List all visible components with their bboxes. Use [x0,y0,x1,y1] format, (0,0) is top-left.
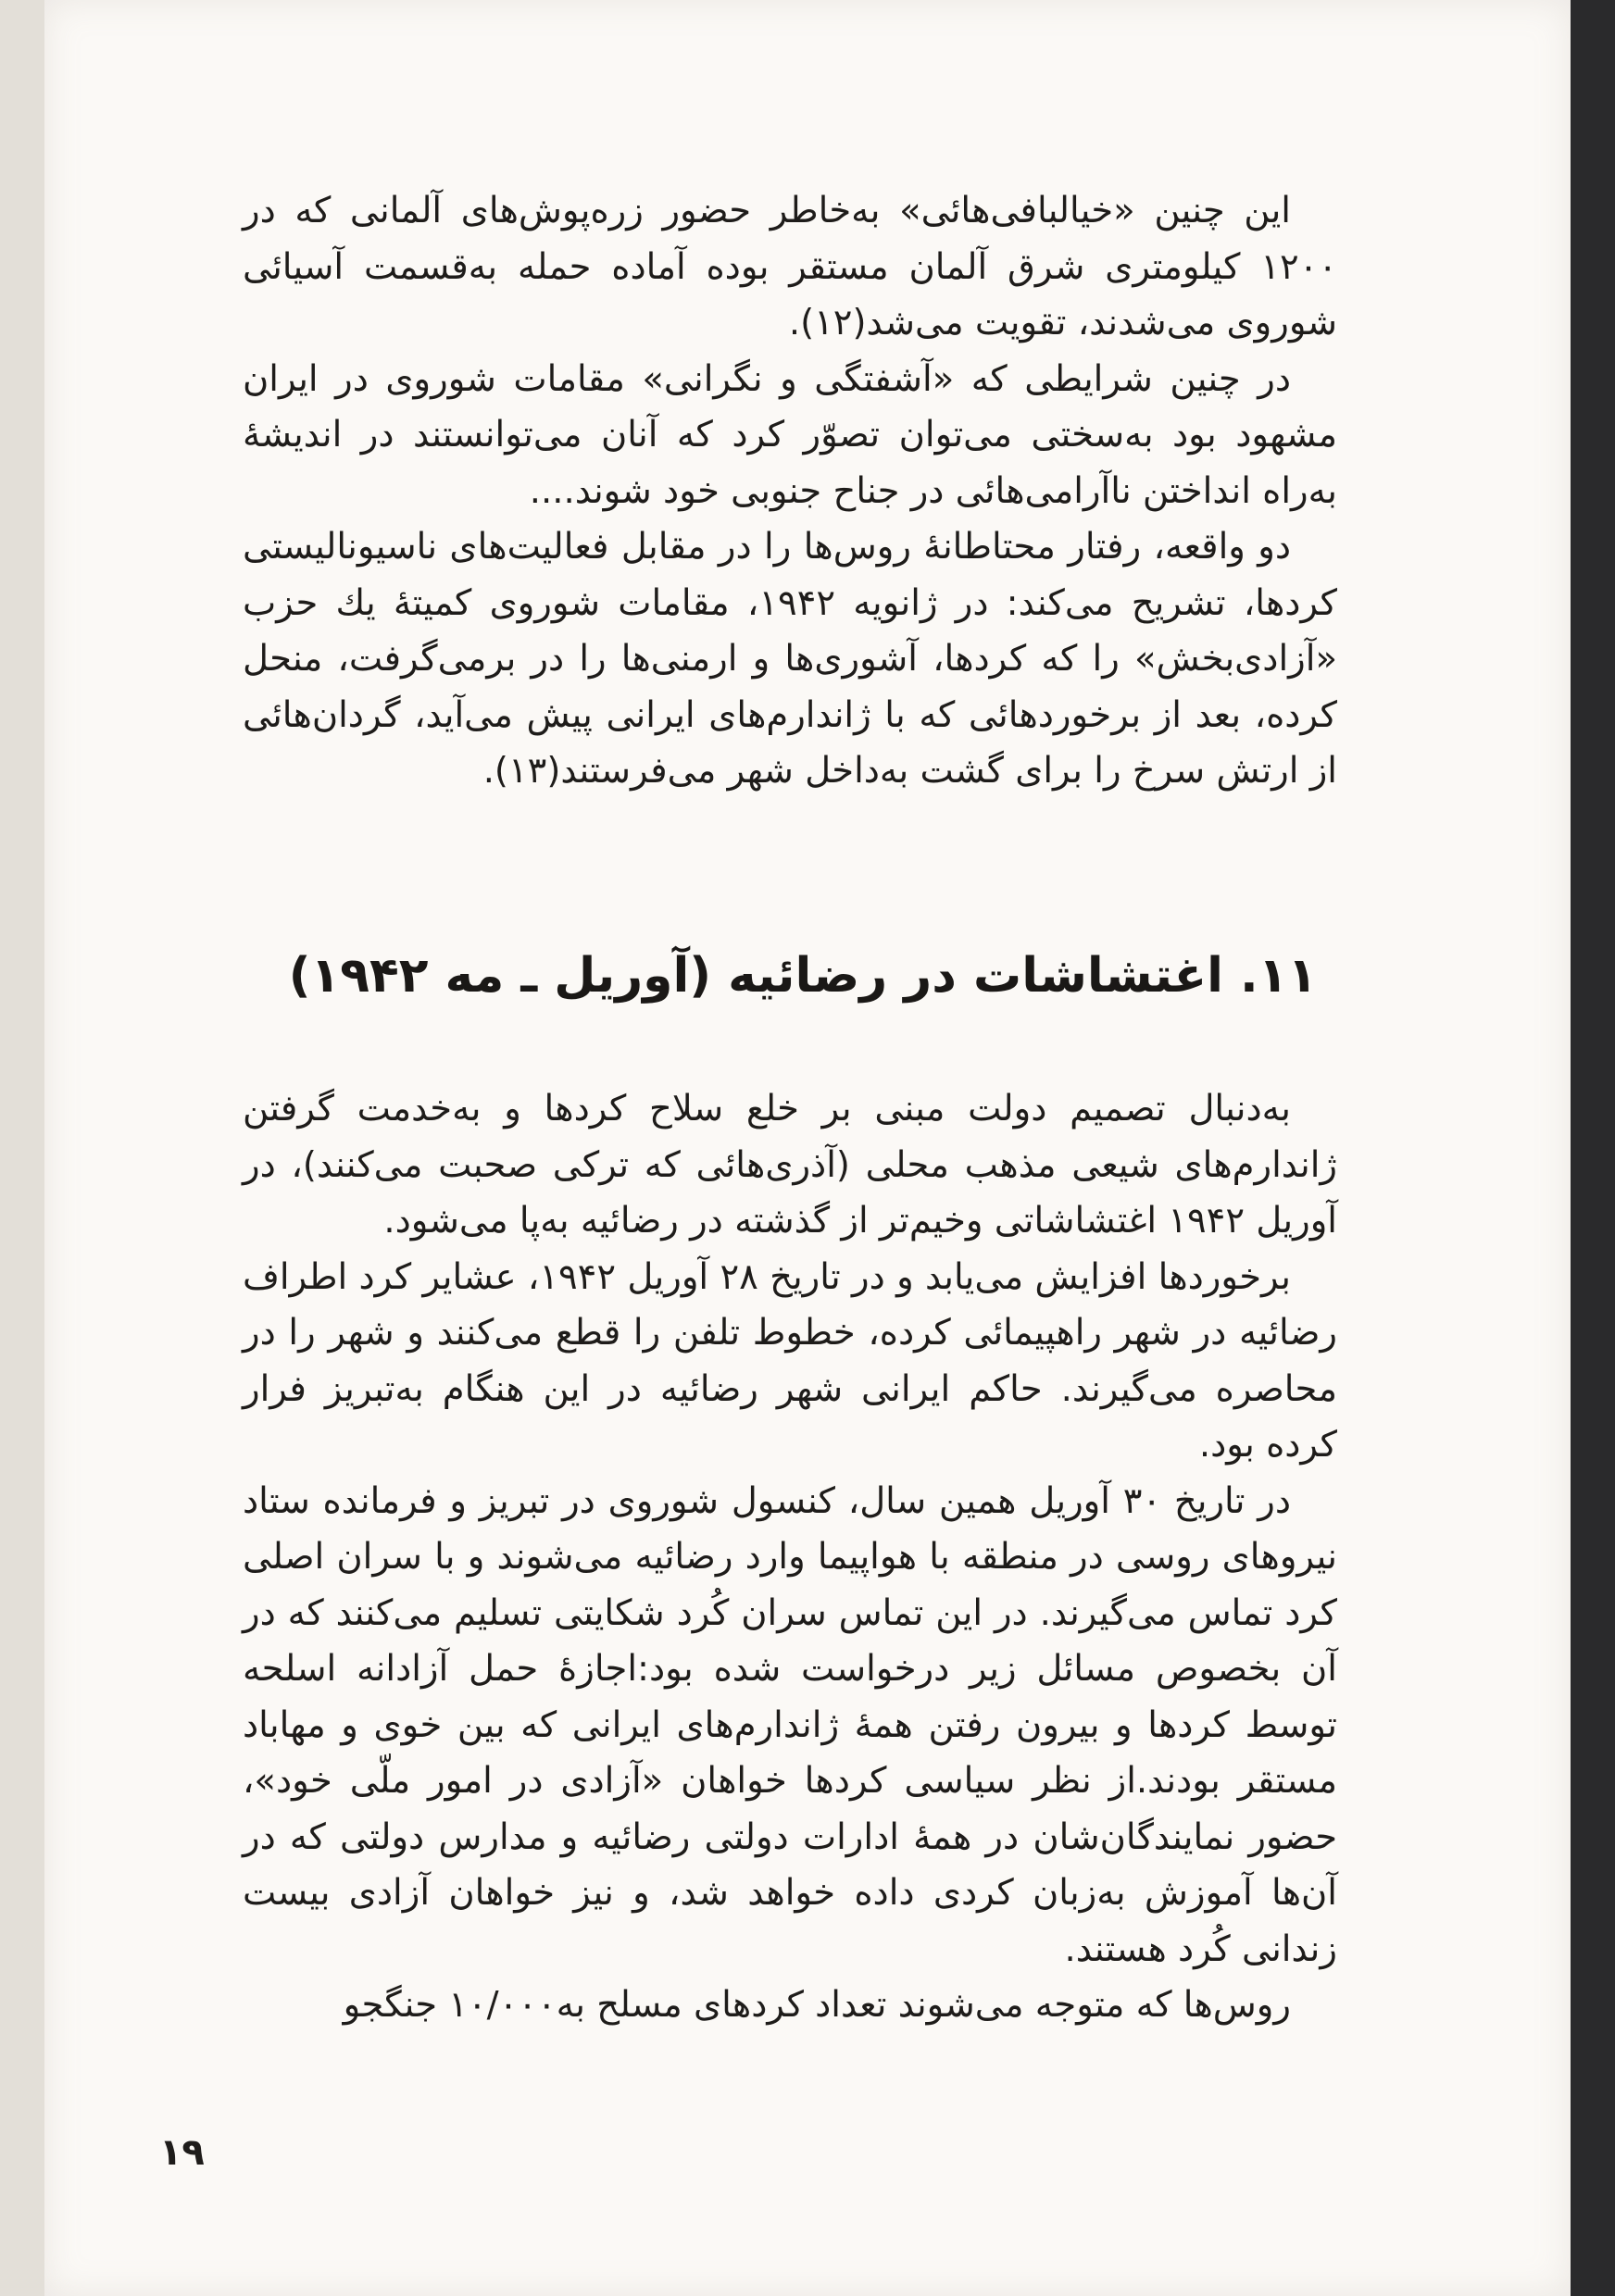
paragraph-2: در چنین شرایطی که «آشفتگی و نگرانی» مقامات شوروی در ایران مشهود بود به‌سختی می‌توان تصوّر کرد که آنان می‌توانستند در اندیشهٔ به‌راه انداختن ناآرامی‌هائی در جناح جنوبی خود شوند.... [243,357,1337,512]
paragraph-3: دو واقعه، رفتار محتاطانهٔ روس‌ها را در مقابل فعالیت‌های ناسیونالیستی کردها، تشریح می‌کند: در ژانویه ۱۹۴۲، مقامات شوروی کمیتهٔ یك حزب «آزادی‌بخش» را که کردها، آشوری‌ها و ارمنی‌ها را در برمی‌گرفت، منحل کرده، بعد از برخوردهائی که با ژاندارم‌های ایرانی پیش می‌آید، گردان‌هائی از ارتش سرخ را برای گشت به‌داخل شهر می‌فرستند(۱۳). [243,526,1338,792]
text-block-lower [243,1081,1337,2034]
scan-edge-strip [1571,0,1615,2296]
paragraph-1: این چنین «خیالبافی‌هائی» به‌خاطر حضور زره‌پوش‌های آلمانی که در ۱۲۰۰ کیلومتری شرق آلمان مستقر بوده آماده حمله به‌قسمت آسیائی شوروی می‌شدند، تقویت می‌شد(۱۲). [243,190,1337,343]
text-block-upper [243,183,1337,800]
section-heading: ۱۱. اغتشاشات در رضائیه (آوریل ـ مه ۱۹۴۲) [288,948,1318,1004]
paragraph-7: روس‌ها که متوجه می‌شوند تعداد کردهای مسلح به‌۱۰/۰۰۰ جنگجو [343,1984,1291,2026]
scan-margin-left [0,0,44,2296]
page-number: ۱۹ [159,2131,205,2174]
paragraph-6: در تاریخ ۳۰ آوریل همین سال، کنسول شوروی در تبریز و فرمانده ستاد نیروهای روسی در منطقه با هواپیما وارد رضائیه می‌شوند و با سران اصلی کرد تماس می‌گیرند. در این تماس سران کُرد شکایتی تسلیم می‌کنند که در آن بخصوص مسائل زیر درخواست شده بود:اجازهٔ حمل آزادانه اسلحه توسط کردها و بیرون رفتن همهٔ ژاندارم‌های ایرانی که بین خوی و مهاباد مستقر بودند.از نظر سیاسی کردها خواهان «آزادی در امور ملّی خود»، حضور نمایندگان‌شان در همهٔ ادارات دولتی رضائیه و مدارس دولتی که در آن‌ها آموزش به‌زبان کردی داده خواهد شد، و نیز خواهان آزادی بیست زندانی کُرد هستند. [243,1479,1337,1970]
paragraph-4: به‌دنبال تصمیم دولت مبنی بر خلع سلاح کردها و به‌خدمت گرفتن ژاندارم‌های شیعی مذهب محلی (آذری‌هائی که ترکی صحبت می‌کنند)، در آوریل ۱۹۴۲ اغتشاشاتی وخیم‌تر از گذشته در رضائیه به‌پا می‌شود. [243,1088,1337,1242]
paragraph-5: برخوردها افزایش می‌یابد و در تاریخ ۲۸ آوریل ۱۹۴۲، عشایر کرد اطراف رضائیه در شهر راهپیمائی کرده، خطوط تلفن را قطع می‌کنند و شهر را در محاصره می‌گیرند. حاکم ایرانی شهر رضائیه در این هنگام به‌تبریز فرار کرده بود. [243,1255,1337,1466]
